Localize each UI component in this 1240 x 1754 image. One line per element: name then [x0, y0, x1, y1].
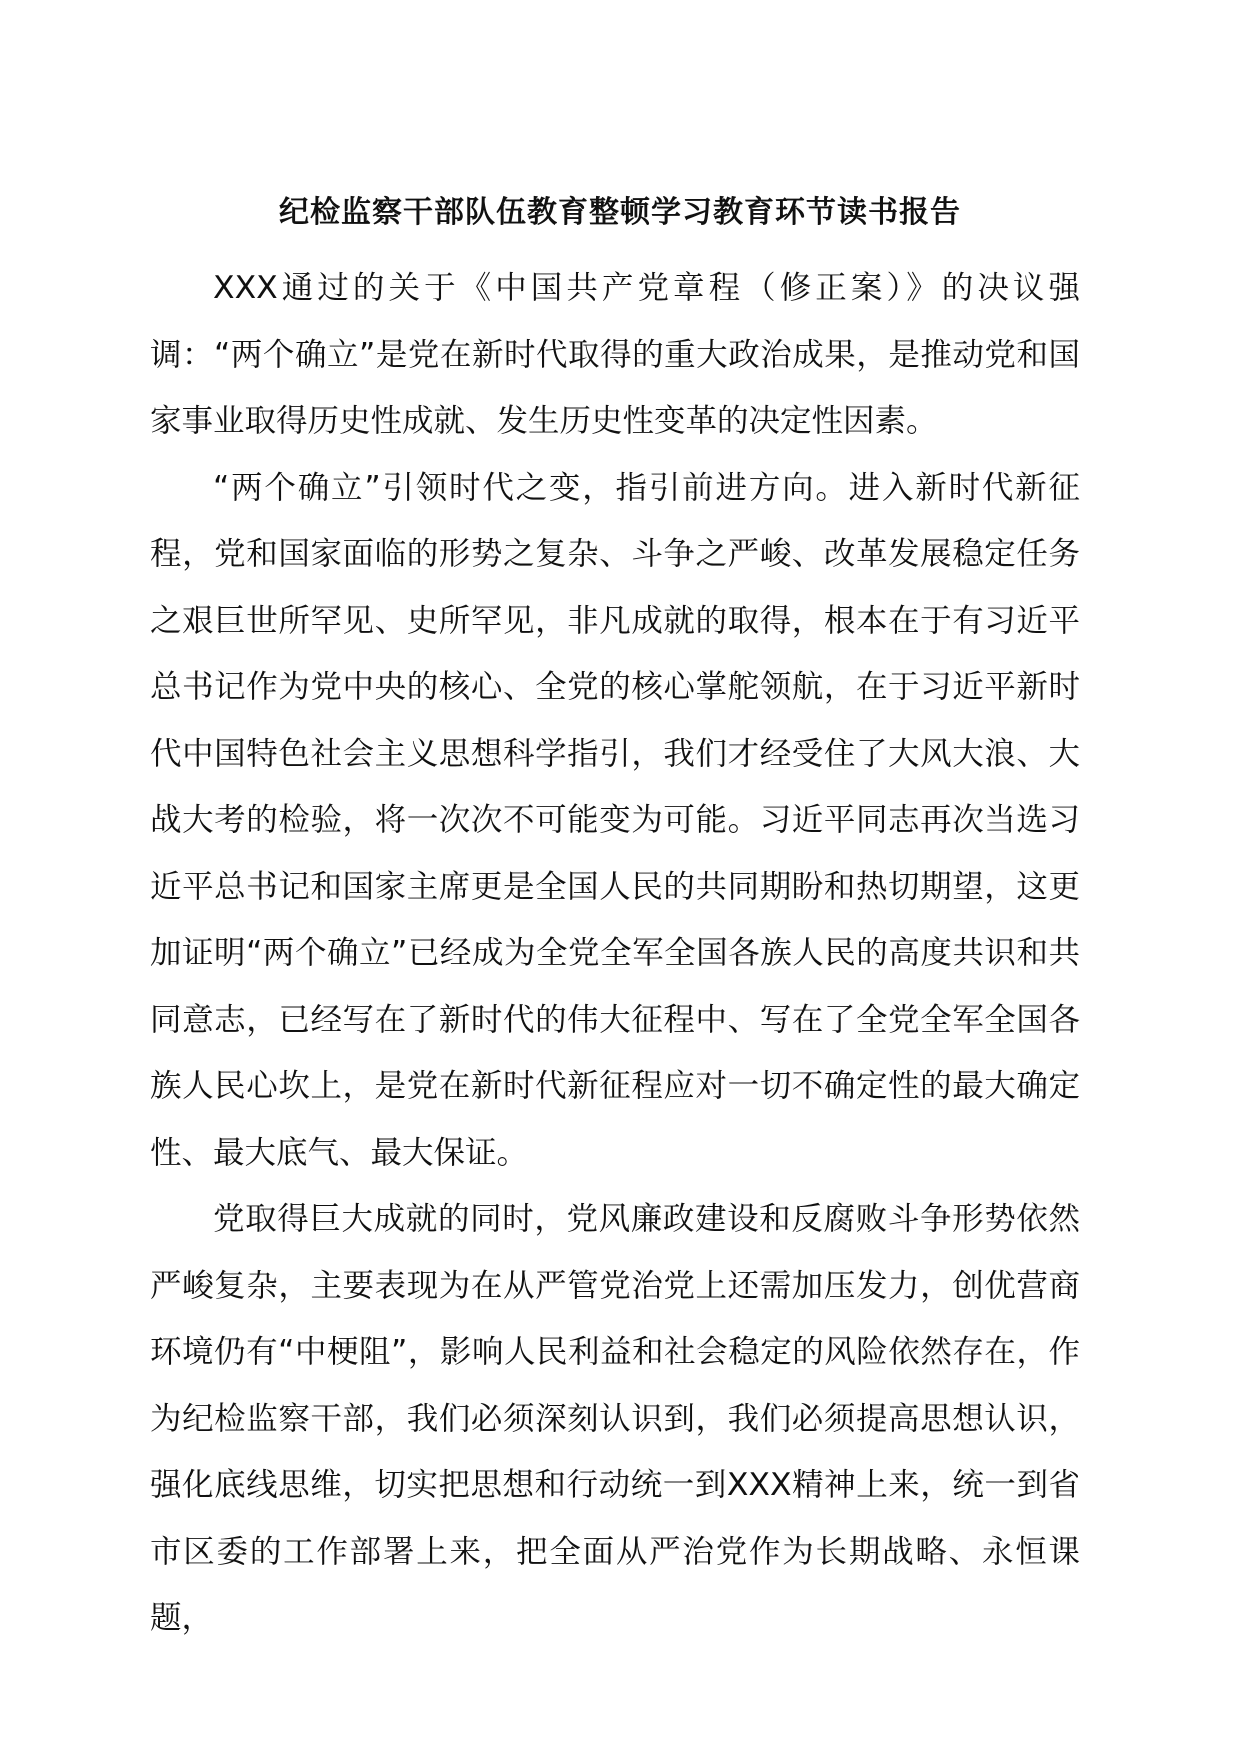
document-body: [150, 255, 1080, 1652]
paragraph-2: “两个确立”引领时代之变，指引前进方向。进入新时代新征程，党和国家面临的形势之复杂、斗争之严峻、改革发展稳定任务之艰巨世所罕见、史所罕见，非凡成就的取得，根本在于有习近平总书记作为党中央的核心、全党的核心掌舵领航，在于习近平新时代中国特色社会主义思想科学指引，我们才经受住了大风大浪、大战大考的检验，将一次次不可能变为可能。习近平同志再次当选习近平总书记和国家主席更是全国人民的共同期盼和热切期望，这更加证明“两个确立”已经成为全党全军全国各族人民的高度共识和共同意志，已经写在了新时代的伟大征程中、写在了全党全军全国各族人民心坎上，是党在新时代新征程应对一切不确定性的最大确定性、最大底气、最大保证。: [150, 469, 1080, 1171]
paragraph-1: XXX通过的关于《中国共产党章程（修正案）》的决议强调：“两个确立”是党在新时代取得的重大政治成果，是推动党和国家事业取得历史性成就、发生历史性变革的决定性因素。: [150, 270, 1080, 439]
document-title: 纪检监察干部队伍教育整顿学习教育环节读书报告: [279, 195, 961, 230]
paragraph-3: 党取得巨大成就的同时，党风廉政建设和反腐败斗争形势依然严峻复杂，主要表现为在从严管党治党上还需加压发力，创优营商环境仍有“中梗阻”，影响人民利益和社会稳定的风险依然存在，作为纪检监察干部，我们必须深刻认识到，我们必须提高思想认识，强化底线思维，切实把思想和行动统一到XXX精神上来，统一到省市区委的工作部署上来，把全面从严治党作为长期战略、永恒课题，: [150, 1201, 1080, 1636]
